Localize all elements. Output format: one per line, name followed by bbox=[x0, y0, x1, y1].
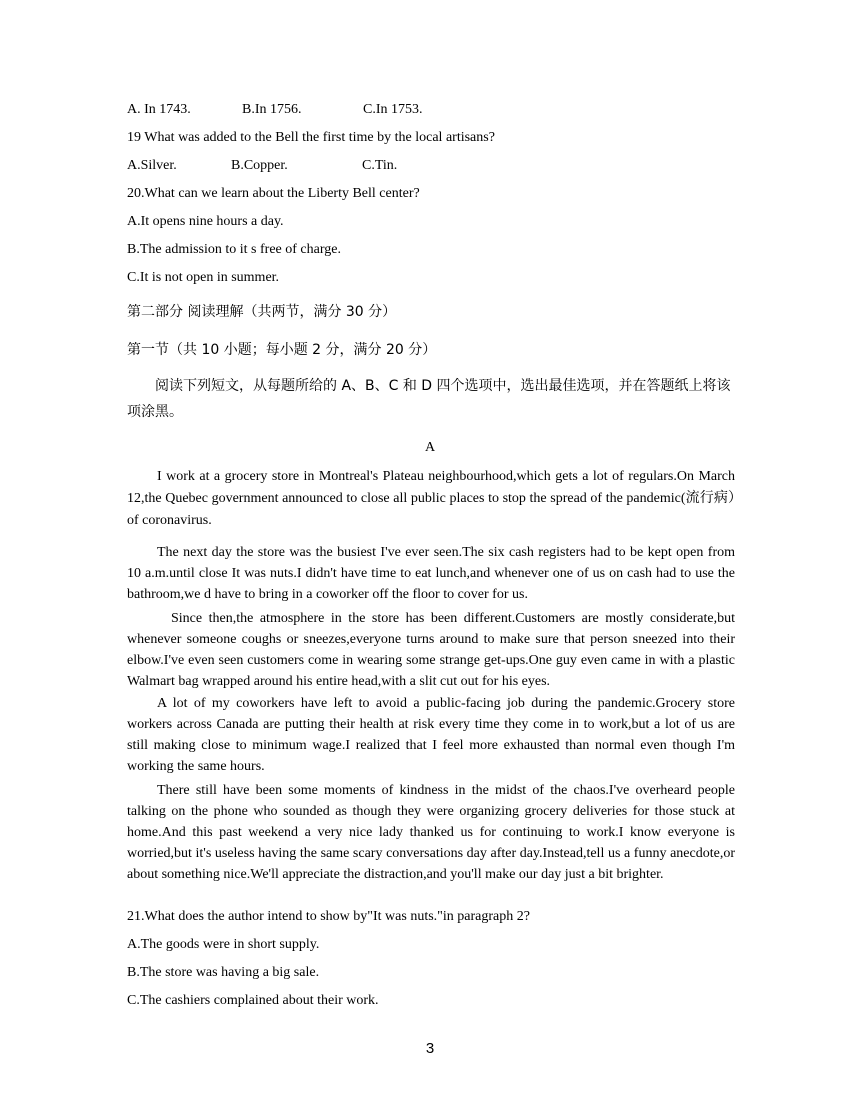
question-21-option-a: A.The goods were in short supply. bbox=[127, 937, 320, 952]
question-19-stem: 19 What was added to the Bell the first time by the local artisans? bbox=[127, 130, 495, 145]
option-a: A.Silver. bbox=[127, 158, 177, 173]
question-19-options bbox=[127, 158, 397, 174]
question-20-stem: 20.What can we learn about the Liberty Bell center? bbox=[127, 186, 420, 201]
question-21-option-c: C.The cashiers complained about their work. bbox=[127, 993, 379, 1008]
passage-paragraph-2: The next day the store was the busiest I've ever seen.The six cash registers had to be kept open from 10 a.m.until close It was nuts.I didn't have time to eat lunch,and whenever one of us on cash had to use the bathroom,we d have to bring in a coworker off the floor to cover for us. bbox=[127, 545, 735, 602]
question-18-options bbox=[127, 102, 423, 118]
question-20-option-c: C.It is not open in summer. bbox=[127, 270, 280, 285]
page-number: 3 bbox=[425, 1040, 435, 1057]
question-21-option-b: B.The store was having a big sale. bbox=[127, 965, 320, 980]
instructions: 阅读下列短文，从每题所给的 A、B、C 和 D 四个选项中，选出最佳选项，并在答题纸上将该项涂黑。 bbox=[127, 378, 731, 420]
part-title: 第二部分 阅读理解（共两节，满分 30 分） bbox=[127, 304, 397, 320]
passage-paragraph-4: A lot of my coworkers have left to avoid a public-facing job during the pandemic.Grocery store workers across Canada are putting their health at risk every time they come in to work,but a lot of us are still making close to minimum wage.I realized that I feel more exhausted than normal even though I'm working the same hours. bbox=[127, 696, 735, 774]
passage-paragraph-1: I work at a grocery store in Montreal's Plateau neighbourhood,which gets a lot of regulars.On March 12,the Quebec government announced to close all public places to stop the spread of the pandemic(流行病）of coronavirus. bbox=[127, 469, 735, 528]
option-c: C.Tin. bbox=[362, 158, 398, 173]
option-b: B.In 1756. bbox=[242, 102, 302, 117]
option-a: A. In 1743. bbox=[127, 102, 191, 117]
section-subtitle: 第一节（共 10 小题；每小题 2 分，满分 20 分） bbox=[127, 342, 437, 358]
option-c: C.In 1753. bbox=[363, 102, 423, 117]
question-20-option-b: B.The admission to it s free of charge. bbox=[127, 242, 341, 257]
passage-paragraph-5: There still have been some moments of kindness in the midst of the chaos.I've overheard people talking on the phone who sounded as though they were organizing grocery deliveries for those stuck at home.And this past weekend a very nice lady thanked us for continuing to work.I know everyone is worried,but it's useless having the same scary conversations day after day.Instead,tell us a funny anecdote,or about something nice.We'll appreciate the distraction,and you'll make our day just a bit brighter. bbox=[127, 783, 735, 882]
option-b: B.Copper. bbox=[231, 158, 288, 173]
question-20-option-a: A.It opens nine hours a day. bbox=[127, 214, 284, 229]
passage-paragraph-3: Since then,the atmosphere in the store has been different.Customers are mostly considerate,but whenever someone coughs or sneezes,everyone turns around to make sure that person sneezed into their elbow.I've even seen customers come in wearing some strange get-ups.One guy even came in with a plastic Walmart bag wrapped around his entire head,with a slit cut out for his eyes. bbox=[127, 611, 735, 689]
passage-label: A bbox=[424, 440, 436, 455]
question-21-stem: 21.What does the author intend to show by"It was nuts."in paragraph 2? bbox=[127, 909, 530, 924]
